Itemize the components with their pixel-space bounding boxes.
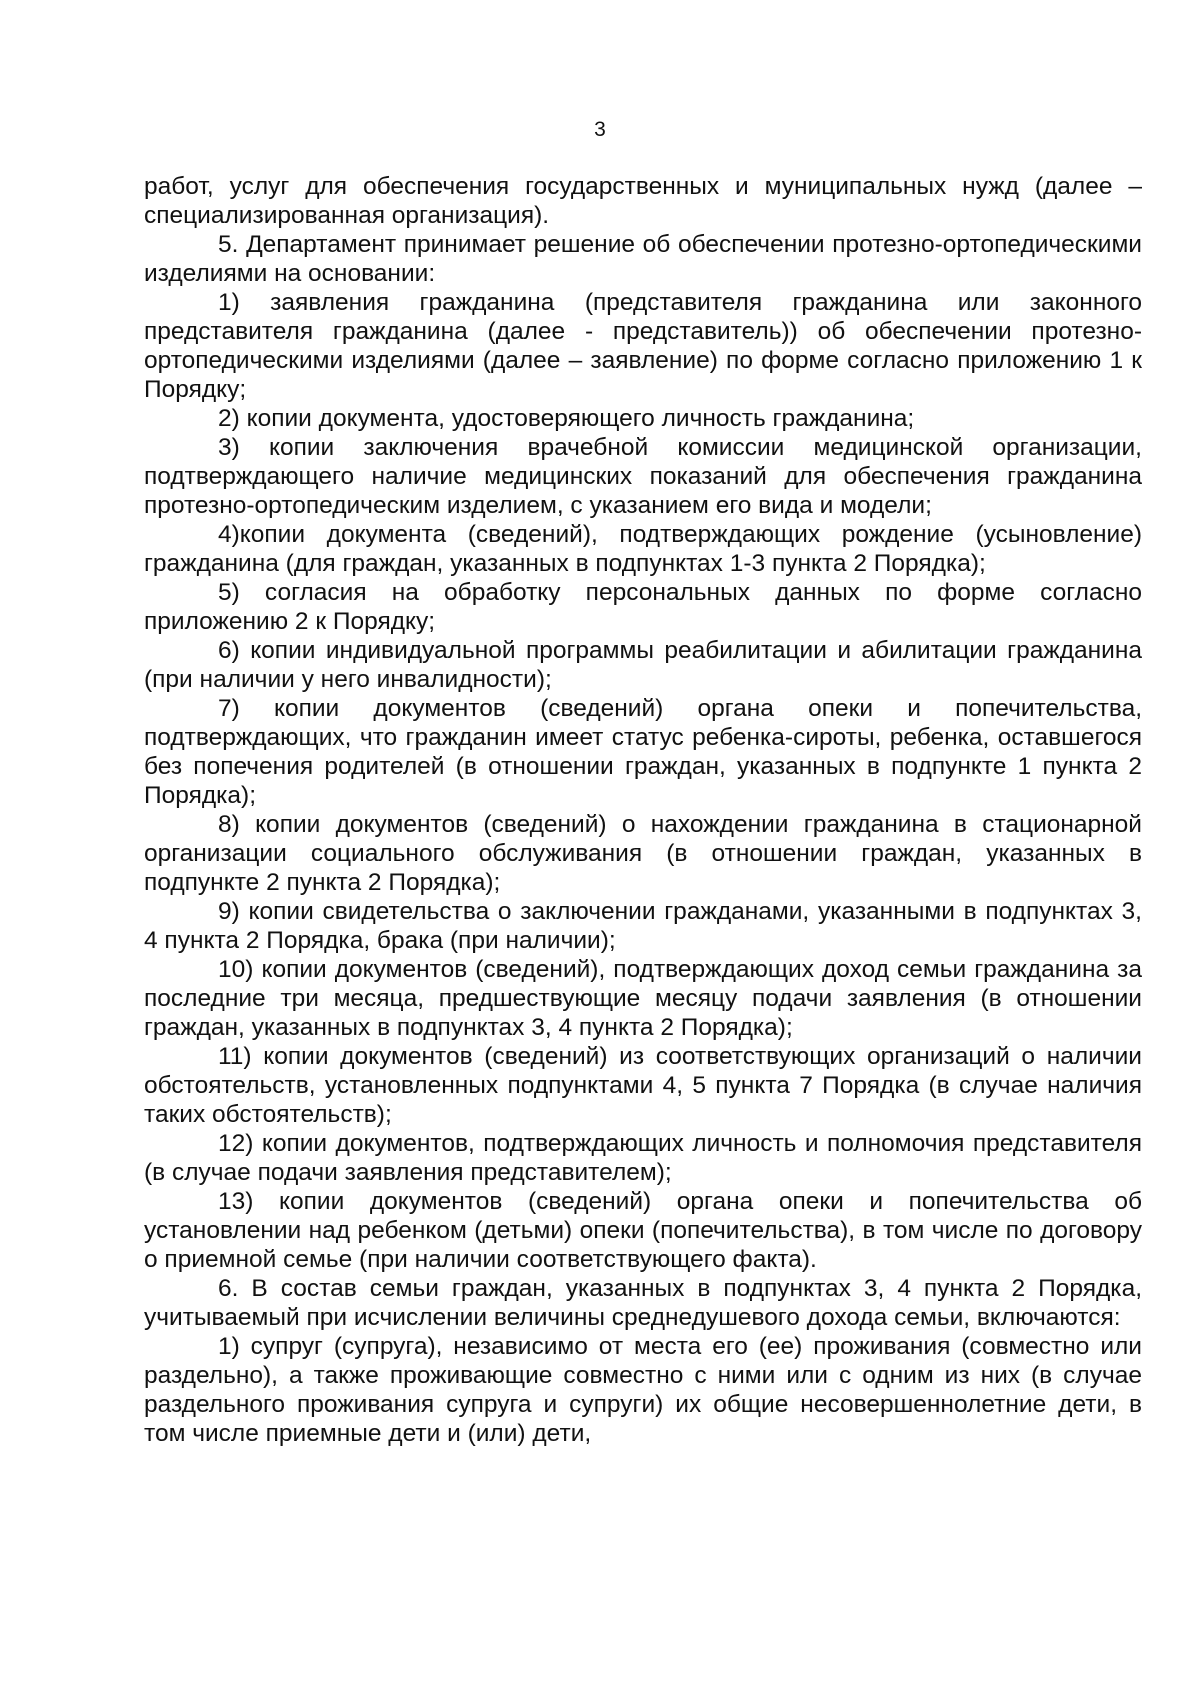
list-item-8: 8) копии документов (сведений) о нахождении гражданина в стационарной организации социального обслуживания (в отношении граждан, указанных в подпункте 2 пункта 2 Порядка); xyxy=(144,811,1142,896)
list-item-4: 4)копии документа (сведений), подтверждающих рождение (усыновление) гражданина (для граждан, указанных в подпунктах 1-3 пункта 2 Порядка); xyxy=(144,521,1142,577)
list-item-2: 2) копии документа, удостоверяющего личность гражданина; xyxy=(218,405,915,432)
paragraph: работ, услуг для обеспечения государственных и муниципальных нужд (далее – специализированная организация). xyxy=(144,173,1142,229)
list-item-9: 9) копии свидетельства о заключении гражданами, указанными в подпунктах 3, 4 пункта 2 Порядка, брака (при наличии); xyxy=(144,898,1142,954)
list-item-13: 13) копии документов (сведений) органа опеки и попечительства об установлении над ребенком (детьми) опеки (попечительства), в том числе по договору о приемной семье (при наличии соответствующего факта). xyxy=(144,1188,1142,1273)
paragraph-section-6: 6. В состав семьи граждан, указанных в подпунктах 3, 4 пункта 2 Порядка, учитываемый при исчислении величины среднедушевого дохода семьи, включаются: xyxy=(144,1275,1142,1331)
list-item-10: 10) копии документов (сведений), подтверждающих доход семьи гражданина за последние три месяца, предшествующие месяцу подачи заявления (в отношении граждан, указанных в подпунктах 3, 4 пункта 2 Порядка); xyxy=(144,956,1142,1041)
list-item-6-1: 1) супруг (супруга), независимо от места его (ее) проживания (совместно или раздельно), а также проживающие совместно с ними или с одним из них (в случае раздельного проживания супруга и супруги) их общие несовершеннолетние дети, в том числе приемные дети и (или) дети, xyxy=(144,1333,1142,1447)
list-item-3: 3) копии заключения врачебной комиссии медицинской организации, подтверждающего наличие медицинских показаний для обеспечения гражданина протезно-ортопедическим изделием, с указанием его вида и модели; xyxy=(144,434,1142,519)
list-item-11: 11) копии документов (сведений) из соответствующих организаций о наличии обстоятельств, установленных подпунктами 4, 5 пункта 7 Порядка (в случае наличия таких обстоятельств); xyxy=(144,1043,1142,1128)
paragraph-section-5: 5. Департамент принимает решение об обеспечении протезно-ортопедическими изделиями на основании: xyxy=(144,231,1142,287)
document-body xyxy=(144,172,1142,1448)
list-item-7: 7) копии документов (сведений) органа опеки и попечительства, подтверждающих, что гражданин имеет статус ребенка-сироты, ребенка, оставшегося без попечения родителей (в отношении граждан, указанных в подпункте 1 пункта 2 Порядка); xyxy=(144,695,1142,809)
list-item-6: 6) копии индивидуальной программы реабилитации и абилитации гражданина (при наличии у него инвалидности); xyxy=(144,637,1142,693)
page-number: 3 xyxy=(594,118,606,141)
list-item-5: 5) согласия на обработку персональных данных по форме согласно приложению 2 к Порядку; xyxy=(144,579,1142,635)
list-item-12: 12) копии документов, подтверждающих личность и полномочия представителя (в случае подачи заявления представителем); xyxy=(144,1130,1142,1186)
list-item-1: 1) заявления гражданина (представителя гражданина или законного представителя гражданина (далее - представитель)) об обеспечении протезно-ортопедическими изделиями (далее – заявление) по форме согласно приложению 1 к Порядку; xyxy=(144,289,1142,403)
